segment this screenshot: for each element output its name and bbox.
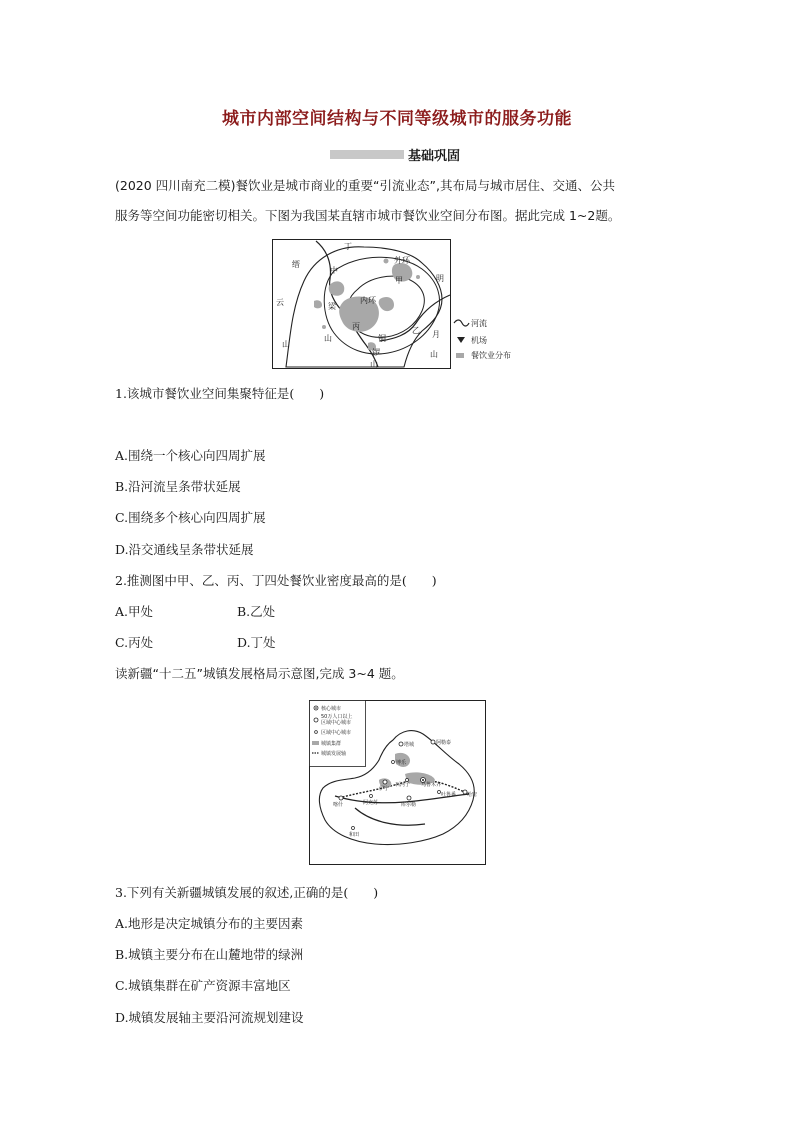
city-aksu: 阿克苏 (363, 800, 379, 806)
legend-major-city: 区域中心城市 (321, 720, 352, 726)
question-1-option-b: B.沿河流呈条带状延展 (115, 479, 241, 494)
question-3-option-a: A.地形是决定城镇分布的主要因素 (115, 916, 304, 931)
legend-core-city: 核心城市 (321, 706, 342, 712)
city-turpan: 吐鲁番 (441, 792, 457, 798)
city-aletai-marker (431, 740, 435, 744)
city-urumqi-dot (422, 779, 424, 781)
legend-airport-icon (457, 337, 465, 343)
page-title: 城市内部空间结构与不同等级城市的服务功能 (222, 109, 572, 129)
intro-2: 读新疆“十二五”城镇发展格局示意图,完成 3~4 题。 (115, 666, 404, 681)
question-2-stem: 2.推测图中甲、乙、丙、丁四处餐饮业密度最高的是( ) (115, 573, 437, 588)
label-shan-far: 山 (282, 340, 290, 349)
question-2-option-c: C.丙处 (115, 635, 154, 650)
city-bole: 博乐 (396, 760, 407, 766)
label-shan-left: 山 (324, 334, 332, 343)
label-tong: 铜 (378, 334, 386, 343)
legend-cluster: 城镇集群 (321, 741, 342, 747)
question-2-option-d: D.丁处 (237, 635, 276, 650)
city-food-map (272, 239, 522, 369)
legend-river-icon (454, 320, 469, 326)
question-3-option-b: B.城镇主要分布在山麓地带的绿洲 (115, 947, 304, 962)
legend-regional-city-icon (315, 731, 318, 734)
label-neihuan: 内环 (360, 296, 376, 305)
question-3-option-d: D.城镇发展轴主要沿河流规划建设 (115, 1010, 304, 1025)
city-hotan: 和田 (349, 832, 360, 838)
question-1-stem: 1.该城市餐饮业空间集聚特征是( ) (115, 386, 325, 401)
city-kashgar: 喀什 (333, 802, 344, 808)
label-ming: 明 (436, 274, 444, 283)
legend-food-label: 餐饮业分布 (471, 351, 511, 360)
label-zhong: 中 (330, 266, 338, 275)
food-dot (384, 259, 389, 264)
label-jin: 缙 (292, 260, 300, 269)
question-1-option-d: D.沿交通线呈条带状延展 (115, 542, 254, 557)
city-aksu-marker (370, 795, 373, 798)
legend-core-city-dot (315, 707, 317, 709)
city-yining-marker (383, 780, 387, 784)
section-bar (330, 150, 404, 159)
section-header (330, 146, 460, 162)
question-1-option-c: C.围绕多个核心向四周扩展 (115, 510, 266, 525)
label-jia: 甲 (395, 276, 403, 285)
food-cluster-ding (329, 281, 345, 295)
label-luo: 锣 (372, 348, 380, 357)
legend-river-label: 河流 (471, 319, 487, 328)
city-hami: 哈密 (467, 792, 478, 798)
food-dot (416, 275, 420, 279)
city-korla: 库尔勒 (401, 802, 417, 808)
label-yue: 月 (432, 330, 440, 339)
intro-line-1: (2020 四川南充二模)餐饮业是城市商业的重要“引流业态”,其布局与城市居住、交通、公共 (115, 178, 615, 193)
label-ding: 丁 (344, 242, 352, 251)
section-label: 基础巩固 (408, 148, 461, 164)
city-urumqi: 乌鲁木齐 (421, 782, 442, 788)
xinjiang-map (309, 700, 486, 865)
question-2-option-a: A.甲处 (115, 604, 154, 619)
food-dot (322, 325, 326, 329)
city-tacheng: 塔城 (404, 742, 415, 748)
question-1-option-a: A.围绕一个核心向四周扩展 (115, 448, 266, 463)
legend-airport-label: 机场 (471, 336, 487, 345)
city-tacheng-marker (399, 742, 403, 746)
city-shihezi: 石河子 (395, 782, 411, 788)
legend-cluster-icon (312, 741, 319, 745)
question-2-option-b: B.乙处 (237, 604, 276, 619)
legend-axis: 城镇发展轴 (321, 751, 347, 757)
label-bing: 丙 (352, 322, 360, 331)
label-yun: 云 (276, 298, 284, 307)
legend-major-city-icon (314, 718, 318, 722)
legend-food-icon (456, 353, 464, 358)
legend-population: 50万人口以上 (321, 714, 353, 720)
question-3-option-c: C.城镇集群在矿产资源丰富地区 (115, 978, 291, 993)
city-yining: 伊宁 (379, 786, 390, 792)
label-shan-right: 山 (430, 350, 438, 359)
label-shan-bottom: 山 (370, 360, 378, 369)
city-kashgar-marker (339, 796, 343, 800)
city-korla-marker (407, 796, 411, 800)
label-liang: 梁 (328, 302, 336, 311)
legend-regional-city: 区域中心城市 (321, 730, 352, 736)
city-bole-marker (392, 761, 395, 764)
city-hotan-marker (352, 827, 355, 830)
label-yi: 乙 (412, 326, 420, 335)
city-aletai: 阿勒泰 (436, 740, 452, 746)
question-3-stem: 3.下列有关新疆城镇发展的叙述,正确的是( ) (115, 885, 379, 900)
intro-line-2: 服务等空间功能密切相关。下图为我国某直辖市城市餐饮业空间分布图。据此完成 1~2题。 (115, 208, 621, 223)
label-waihuan: 外环 (394, 256, 410, 265)
